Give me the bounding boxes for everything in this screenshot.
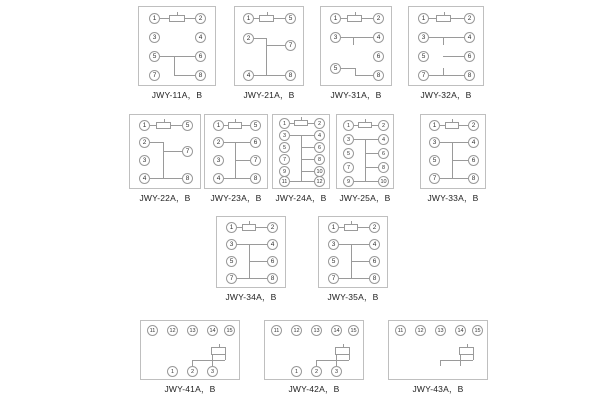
pin: 8 <box>182 173 193 184</box>
wire <box>237 278 249 279</box>
coil-symbol <box>445 122 459 129</box>
pin: 1 <box>243 13 254 24</box>
pin: 10 <box>378 176 389 187</box>
wire <box>355 75 373 76</box>
wire <box>429 18 436 19</box>
pin: 2 <box>464 13 475 24</box>
pin: 2 <box>373 13 384 24</box>
pin: 8 <box>369 273 380 284</box>
wire <box>440 142 452 143</box>
pin: 7 <box>418 70 429 81</box>
wire <box>440 178 452 179</box>
wire <box>174 56 195 57</box>
pin: 7 <box>429 173 440 184</box>
pin: 8 <box>464 70 475 81</box>
wire <box>341 37 353 38</box>
pin: 1 <box>213 120 224 131</box>
pin: 1 <box>167 366 178 377</box>
pin: 13 <box>187 325 198 336</box>
wire <box>237 244 249 245</box>
wire <box>339 244 351 245</box>
wire <box>185 18 195 19</box>
pin: 3 <box>207 366 218 377</box>
wire <box>354 139 365 140</box>
pin: 2 <box>139 137 150 148</box>
pin: 6 <box>468 155 479 166</box>
pin: 9 <box>279 166 290 177</box>
pin: 8 <box>373 70 384 81</box>
pin: 15 <box>472 325 483 336</box>
pin: 6 <box>378 148 389 159</box>
pin: 4 <box>267 239 278 250</box>
wire <box>150 125 156 126</box>
pin: 7 <box>285 40 296 51</box>
coil-symbol <box>347 15 362 22</box>
wire <box>316 360 349 361</box>
wire <box>362 18 373 19</box>
terminal-box <box>420 114 486 189</box>
pin: 13 <box>435 325 446 336</box>
wire <box>440 360 473 361</box>
wire <box>349 355 350 360</box>
panel-caption: JWY-34A，B <box>225 292 277 302</box>
wire <box>351 278 369 279</box>
wire <box>301 135 314 136</box>
pin: 4 <box>314 130 325 141</box>
wire <box>443 37 444 45</box>
pin: 2 <box>314 118 325 129</box>
pin: 4 <box>464 32 475 43</box>
pin: 12 <box>314 176 325 187</box>
panel-caption: JWY-22A，B <box>139 193 191 203</box>
wire <box>365 139 366 181</box>
pin: 1 <box>291 366 302 377</box>
wire <box>163 178 182 179</box>
diagram-panel-jwy-31 <box>320 6 392 101</box>
pin: 2 <box>468 120 479 131</box>
wire <box>308 123 314 124</box>
wire <box>266 45 285 46</box>
pin: 3 <box>343 134 354 145</box>
wire <box>150 178 163 179</box>
coil-symbol <box>459 347 474 355</box>
terminal-box <box>140 320 240 380</box>
diagram-panel-jwy-41 <box>140 320 240 395</box>
pin: 3 <box>330 32 341 43</box>
wire <box>358 227 369 228</box>
pin: 7 <box>343 162 354 173</box>
pin: 2 <box>243 33 254 44</box>
pin: 3 <box>279 130 290 141</box>
pin: 6 <box>267 256 278 267</box>
diagram-panel-jwy-42 <box>264 320 364 395</box>
wire <box>451 18 464 19</box>
wire <box>192 360 193 366</box>
diagram-panel-jwy-35 <box>318 216 388 303</box>
wire <box>301 181 314 182</box>
wire <box>365 139 378 140</box>
wire <box>316 360 317 366</box>
pin: 4 <box>373 32 384 43</box>
pin: 15 <box>348 325 359 336</box>
pin: 6 <box>369 256 380 267</box>
diagram-panel-jwy-25 <box>336 114 394 204</box>
pin: 11 <box>147 325 158 336</box>
coil-symbol <box>156 122 171 129</box>
wire <box>249 244 267 245</box>
wire <box>452 142 468 143</box>
wire <box>254 38 266 39</box>
pin: 13 <box>311 325 322 336</box>
terminal-box <box>320 6 392 86</box>
pin: 1 <box>279 118 290 129</box>
diagram-panel-jwy-22 <box>129 114 201 204</box>
pin: 12 <box>167 325 178 336</box>
wire <box>351 244 369 245</box>
pin: 5 <box>330 63 341 74</box>
diagram-panel-jwy-34 <box>216 216 286 303</box>
wire <box>249 261 267 262</box>
panel-caption: JWY-23A，B <box>210 193 262 203</box>
terminal-box <box>336 114 394 189</box>
pin: 1 <box>149 13 160 24</box>
panel-caption: JWY-33A，B <box>427 193 479 203</box>
pin: 6 <box>464 51 475 62</box>
pin: 3 <box>226 239 237 250</box>
coil-symbol <box>169 15 185 22</box>
wire <box>354 125 358 126</box>
wire <box>443 37 464 38</box>
pin: 2 <box>311 366 322 377</box>
wire <box>339 278 351 279</box>
wire <box>171 125 182 126</box>
terminal-box <box>408 6 484 86</box>
pin: 11 <box>271 325 282 336</box>
pin: 1 <box>139 120 150 131</box>
pin: 6 <box>373 51 384 62</box>
pin: 5 <box>418 51 429 62</box>
wire <box>242 125 250 126</box>
wire <box>440 360 441 366</box>
wire <box>443 75 464 76</box>
wire <box>254 75 266 76</box>
wire <box>301 147 314 148</box>
coil-symbol <box>436 15 451 22</box>
wire <box>290 181 301 182</box>
coil-symbol <box>259 15 274 22</box>
pin: 5 <box>285 13 296 24</box>
wire <box>365 181 378 182</box>
wire <box>254 18 259 19</box>
wire <box>372 125 378 126</box>
diagram-panel-jwy-43 <box>388 320 488 395</box>
wire <box>365 167 378 168</box>
pin: 6 <box>195 51 206 62</box>
pin: 7 <box>328 273 339 284</box>
wire <box>353 37 373 38</box>
wire <box>225 355 226 360</box>
wire <box>443 68 444 75</box>
pin: 6 <box>250 137 261 148</box>
pin: 15 <box>224 325 235 336</box>
terminal-box <box>129 114 201 189</box>
pin: 8 <box>468 173 479 184</box>
panel-caption: JWY-41A，B <box>164 384 216 394</box>
diagram-panel-jwy-11 <box>138 6 216 101</box>
pin: 10 <box>314 166 325 177</box>
wire <box>353 37 354 45</box>
coil-symbol <box>358 122 372 128</box>
wire <box>301 171 314 172</box>
pin: 8 <box>195 70 206 81</box>
pin: 8 <box>267 273 278 284</box>
terminal-box <box>264 320 364 380</box>
pin: 5 <box>149 51 160 62</box>
pin: 4 <box>369 239 380 250</box>
pin: 2 <box>213 137 224 148</box>
pin: 5 <box>279 142 290 153</box>
pin: 6 <box>314 142 325 153</box>
pin: 9 <box>343 176 354 187</box>
pin: 3 <box>213 155 224 166</box>
wire <box>440 125 445 126</box>
panel-caption: JWY-21A，B <box>243 90 295 100</box>
panel-caption: JWY-42A，B <box>288 384 340 394</box>
coil-symbol <box>242 224 256 231</box>
terminal-box <box>216 216 286 288</box>
pin: 1 <box>343 120 354 131</box>
pin: 1 <box>330 13 341 24</box>
pin: 8 <box>314 154 325 165</box>
wire <box>256 227 267 228</box>
diagram-panel-jwy-24 <box>272 114 330 204</box>
pin: 7 <box>149 70 160 81</box>
pin: 2 <box>187 366 198 377</box>
pin: 4 <box>243 70 254 81</box>
terminal-box <box>272 114 330 189</box>
wire <box>224 142 235 143</box>
wire <box>150 142 163 143</box>
pin: 3 <box>331 366 342 377</box>
wire <box>266 75 285 76</box>
wire <box>266 38 267 75</box>
wire <box>452 178 468 179</box>
terminal-box <box>204 114 268 189</box>
coil-symbol <box>294 120 308 126</box>
panel-caption: JWY-11A，B <box>151 90 203 100</box>
pin: 7 <box>182 146 193 157</box>
pin: 14 <box>331 325 342 336</box>
pin: 1 <box>418 13 429 24</box>
panel-caption: JWY-32A，B <box>420 90 472 100</box>
diagram-panel-jwy-23 <box>204 114 268 204</box>
wire <box>459 125 468 126</box>
terminal-box <box>318 216 388 288</box>
wire <box>235 160 250 161</box>
pin: 1 <box>328 222 339 233</box>
pin: 11 <box>395 325 406 336</box>
wire <box>354 181 365 182</box>
pin: 8 <box>378 162 389 173</box>
diagram-panel-jwy-33 <box>420 114 486 204</box>
pin: 4 <box>139 173 150 184</box>
wire <box>429 75 443 76</box>
panel-caption: JWY-35A，B <box>327 292 379 302</box>
pin: 4 <box>468 137 479 148</box>
pin: 2 <box>267 222 278 233</box>
wire <box>237 227 242 228</box>
wire <box>274 18 285 19</box>
wire <box>235 178 250 179</box>
pin: 12 <box>415 325 426 336</box>
panel-caption: JWY-24A，B <box>275 193 327 203</box>
wire <box>473 355 474 360</box>
wire <box>163 151 182 152</box>
wire <box>365 153 378 154</box>
terminal-box <box>388 320 488 380</box>
pin: 1 <box>226 222 237 233</box>
diagram-panel-jwy-32 <box>408 6 484 101</box>
wire <box>301 159 314 160</box>
pin: 11 <box>279 176 290 187</box>
coil-symbol <box>335 347 350 355</box>
pin: 5 <box>429 155 440 166</box>
pin: 8 <box>250 173 261 184</box>
pin: 14 <box>455 325 466 336</box>
wire <box>224 125 228 126</box>
wire <box>351 261 369 262</box>
wire <box>452 160 468 161</box>
diagram-panel-jwy-21 <box>234 6 304 101</box>
pin: 5 <box>250 120 261 131</box>
pin: 4 <box>195 32 206 43</box>
pin: 5 <box>226 256 237 267</box>
pin: 2 <box>369 222 380 233</box>
wire <box>341 18 347 19</box>
pin: 3 <box>149 32 160 43</box>
wire <box>160 56 174 57</box>
wire <box>443 56 464 57</box>
wire <box>163 142 164 178</box>
wire <box>235 142 250 143</box>
pin: 7 <box>226 273 237 284</box>
pin: 4 <box>378 134 389 145</box>
terminal-box <box>234 6 304 86</box>
coil-symbol <box>344 224 358 231</box>
panel-caption: JWY-25A，B <box>339 193 391 203</box>
terminal-box <box>138 6 216 86</box>
wire <box>290 135 301 136</box>
pin: 3 <box>328 239 339 250</box>
pin: 7 <box>279 154 290 165</box>
pin: 12 <box>291 325 302 336</box>
pin: 2 <box>378 120 389 131</box>
wire <box>249 278 267 279</box>
pin: 1 <box>429 120 440 131</box>
pin: 5 <box>182 120 193 131</box>
wire <box>429 37 443 38</box>
wire <box>224 178 235 179</box>
pin: 3 <box>418 32 429 43</box>
pin: 5 <box>343 148 354 159</box>
pin: 5 <box>328 256 339 267</box>
wire <box>355 68 356 75</box>
wire <box>192 360 225 361</box>
panel-caption: JWY-43A，B <box>412 384 464 394</box>
pin: 8 <box>285 70 296 81</box>
panel-caption: JWY-31A，B <box>330 90 382 100</box>
wire <box>339 227 344 228</box>
pin: 14 <box>207 325 218 336</box>
pin: 4 <box>213 173 224 184</box>
coil-symbol <box>228 122 242 129</box>
pin: 7 <box>250 155 261 166</box>
wire <box>160 18 169 19</box>
wire <box>174 56 175 75</box>
pin: 3 <box>429 137 440 148</box>
wire <box>290 123 294 124</box>
pin: 2 <box>195 13 206 24</box>
pin: 3 <box>139 155 150 166</box>
coil-symbol <box>211 347 226 355</box>
wire <box>341 68 355 69</box>
wire <box>174 75 195 76</box>
